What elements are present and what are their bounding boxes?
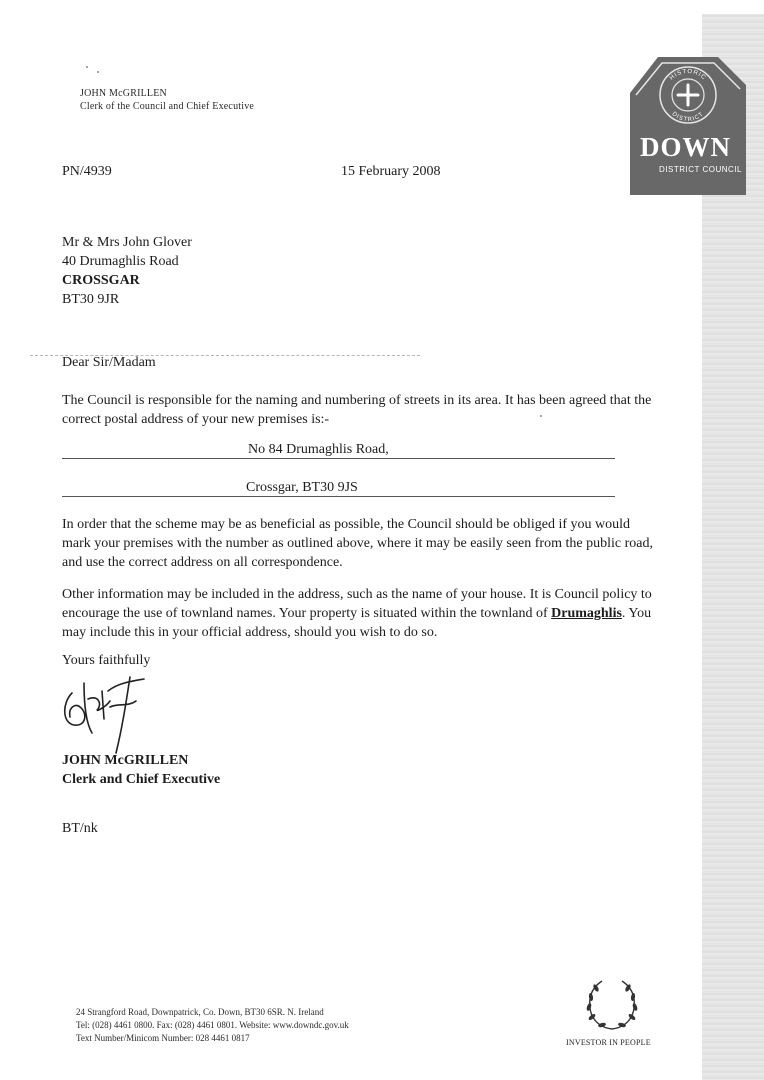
letterhead-footer xyxy=(76,1006,349,1045)
investor-in-people-label: INVESTOR IN PEOPLE xyxy=(566,1038,651,1047)
footer-contact: Tel: (028) 4461 0800. Fax: (028) 4461 0801. Website: www.downdc.gov.uk xyxy=(76,1020,349,1030)
closing: Yours faithfully xyxy=(62,653,151,668)
address-rule-1 xyxy=(62,458,615,459)
signatory-name: JOHN McGRILLEN xyxy=(62,753,189,768)
signatory-title: Clerk and Chief Executive xyxy=(62,772,221,787)
paragraph-intro: The Council is responsible for the naming and numbering of streets in its area. It has been agreed that the correct postal address of your new premises is:- xyxy=(62,393,652,427)
address-rule-2 xyxy=(62,496,615,497)
signatory-block xyxy=(62,751,220,789)
footer-address: 24 Strangford Road, Downpatrick, Co. Down, BT30 6SR. N. Ireland xyxy=(76,1007,324,1017)
recipient-street: 40 Drumaghlis Road xyxy=(62,254,179,269)
new-address-line-2: Crossgar, BT30 9JS xyxy=(246,480,358,495)
new-address-line-1: No 84 Drumaghlis Road, xyxy=(248,442,389,457)
footer-minicom: Text Number/Minicom Number: 028 4461 0817 xyxy=(76,1033,250,1043)
logo-text-block xyxy=(628,130,748,195)
recipient-name: Mr & Mrs John Glover xyxy=(62,235,192,250)
recipient-town: CROSSGAR xyxy=(62,273,140,288)
svg-text:DISTRICT: DISTRICT xyxy=(670,111,706,124)
sender-title: Clerk of the Council and Chief Executive xyxy=(80,101,255,112)
sender-name: JOHN McGRILLEN xyxy=(80,88,167,99)
investor-in-people-laurel-icon xyxy=(582,977,642,1039)
townland-name: Drumaghlis xyxy=(551,606,622,621)
townland-text-after: . You may include this in your official address, should you wish to do so. xyxy=(62,606,652,640)
scan-speck xyxy=(97,71,99,73)
logo-sub-text: DISTRICT COUNCIL xyxy=(659,165,742,174)
recipient-address xyxy=(62,233,192,309)
sender-block xyxy=(80,87,254,113)
scan-speck xyxy=(86,66,88,68)
paragraph-townland xyxy=(62,585,662,642)
salutation: Dear Sir/Madam xyxy=(62,355,156,370)
townland-text-before: Other information may be included in the address, such as the name of your house. It is Council policy to encourage the use of townland names. Your property is situated within the townland of xyxy=(62,587,652,621)
svg-text:HISTORIC: HISTORIC xyxy=(668,68,708,82)
handwritten-signature xyxy=(58,673,158,757)
typist-reference: BT/nk xyxy=(62,821,98,836)
logo-main-text: DOWN xyxy=(640,132,731,162)
letter-reference: PN/4939 xyxy=(62,164,112,179)
paragraph-marking: In order that the scheme may be as beneficial as possible, the Council should be obliged if you would mark your premises with the number as outlined above, where it may be easily seen from the public road, and use the correct address on all correspondence. xyxy=(62,517,653,570)
recipient-postcode: BT30 9JR xyxy=(62,292,120,307)
letter-date: 15 February 2008 xyxy=(341,164,441,179)
